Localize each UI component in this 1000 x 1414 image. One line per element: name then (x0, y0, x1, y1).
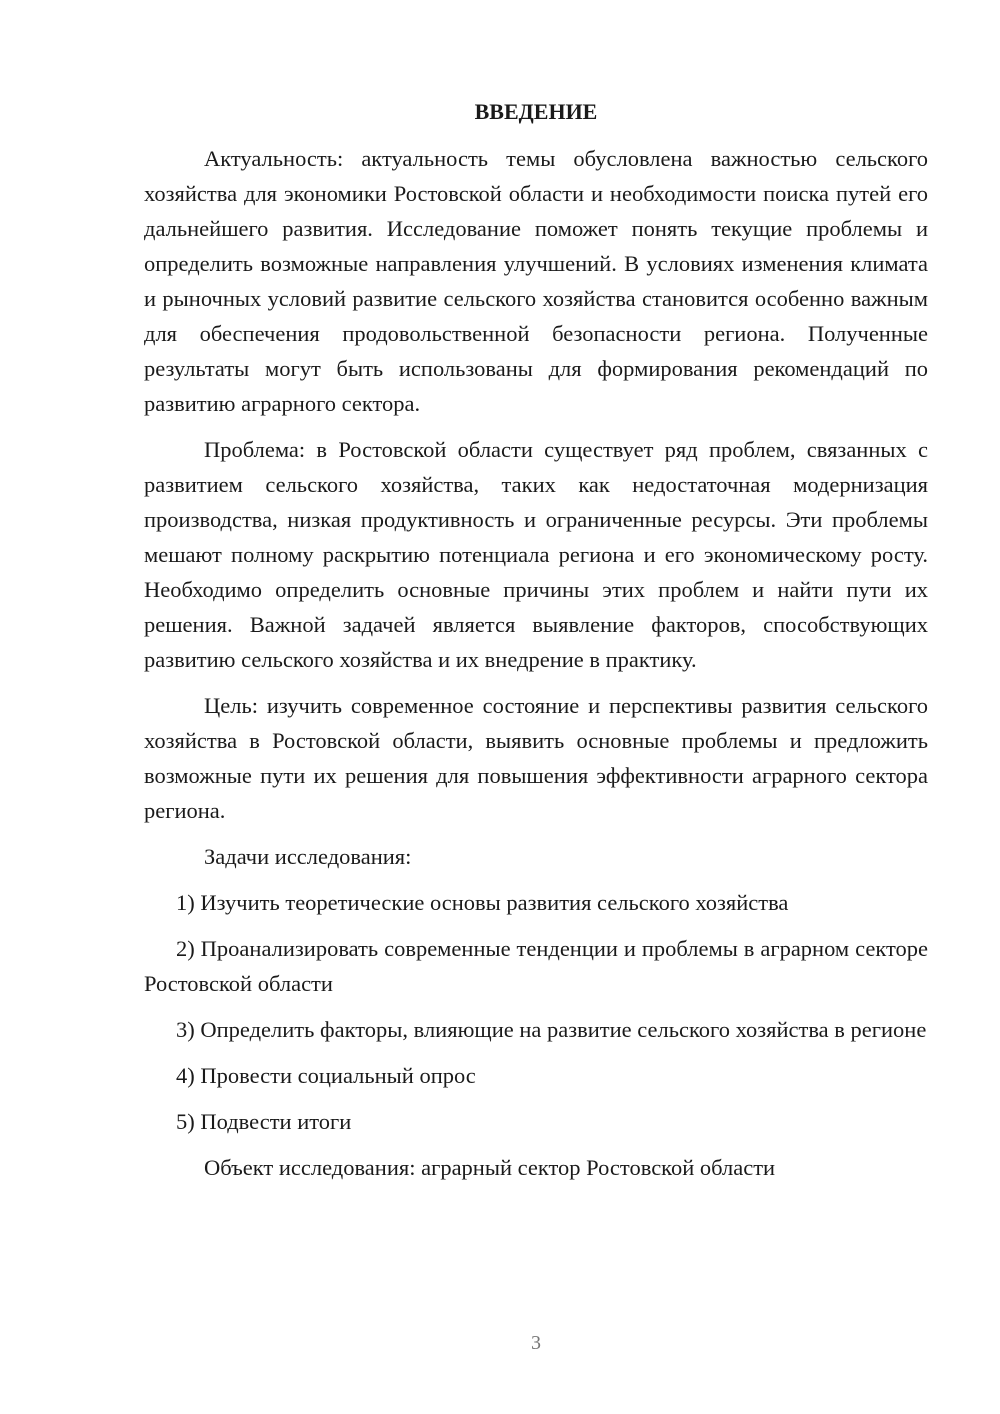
task-item-2: 2) Проанализировать современные тенденции и проблемы в аграрном секторе Ростовской области (144, 936, 928, 996)
paragraph-goal: Цель: изучить современное состояние и перспективы развития сельского хозяйства в Ростовской области, выявить основные проблемы и предложить возможные пути их решения для повышения эффективности аграрного сектора региона. (144, 693, 928, 823)
paragraph-relevance: Актуальность: актуальность темы обусловлена важностью сельского хозяйства для экономики Ростовской области и необходимости поиска путей его дальнейшего развития. Исследование поможет понять текущие проблемы и определить возможные направления улучшений. В условиях изменения климата и рыночных условий развитие сельского хозяйства становится особенно важным для обеспечения продовольственной безопасности региона. Полученные результаты могут быть использованы для формирования рекомендаций по развитию аграрного сектора. (144, 146, 928, 416)
page-content (144, 94, 928, 1196)
tasks-heading: Задачи исследования: (204, 844, 412, 869)
paragraph-problem: Проблема: в Ростовской области существует ряд проблем, связанных с развитием сельского хозяйства, таких как недостаточная модернизация производства, низкая продуктивность и ограниченные ресурсы. Эти проблемы мешают полному раскрытию потенциала региона и его экономическому росту. Необходимо определить основные причины этих проблем и найти пути их решения. Важной задачей является выявление факторов, способствующих развитию сельского хозяйства и их внедрение в практику. (144, 437, 928, 672)
page-number: 3 (531, 1332, 541, 1354)
section-title: ВВЕДЕНИЕ (474, 99, 598, 124)
task-item-4: 4) Провести социальный опрос (176, 1063, 476, 1088)
task-item-3: 3) Определить факторы, влияющие на развитие сельского хозяйства в регионе (176, 1017, 927, 1042)
task-item-5: 5) Подвести итоги (176, 1109, 352, 1134)
research-object: Объект исследования: аграрный сектор Ростовской области (204, 1155, 776, 1180)
task-item-1: 1) Изучить теоретические основы развития сельского хозяйства (176, 890, 789, 915)
